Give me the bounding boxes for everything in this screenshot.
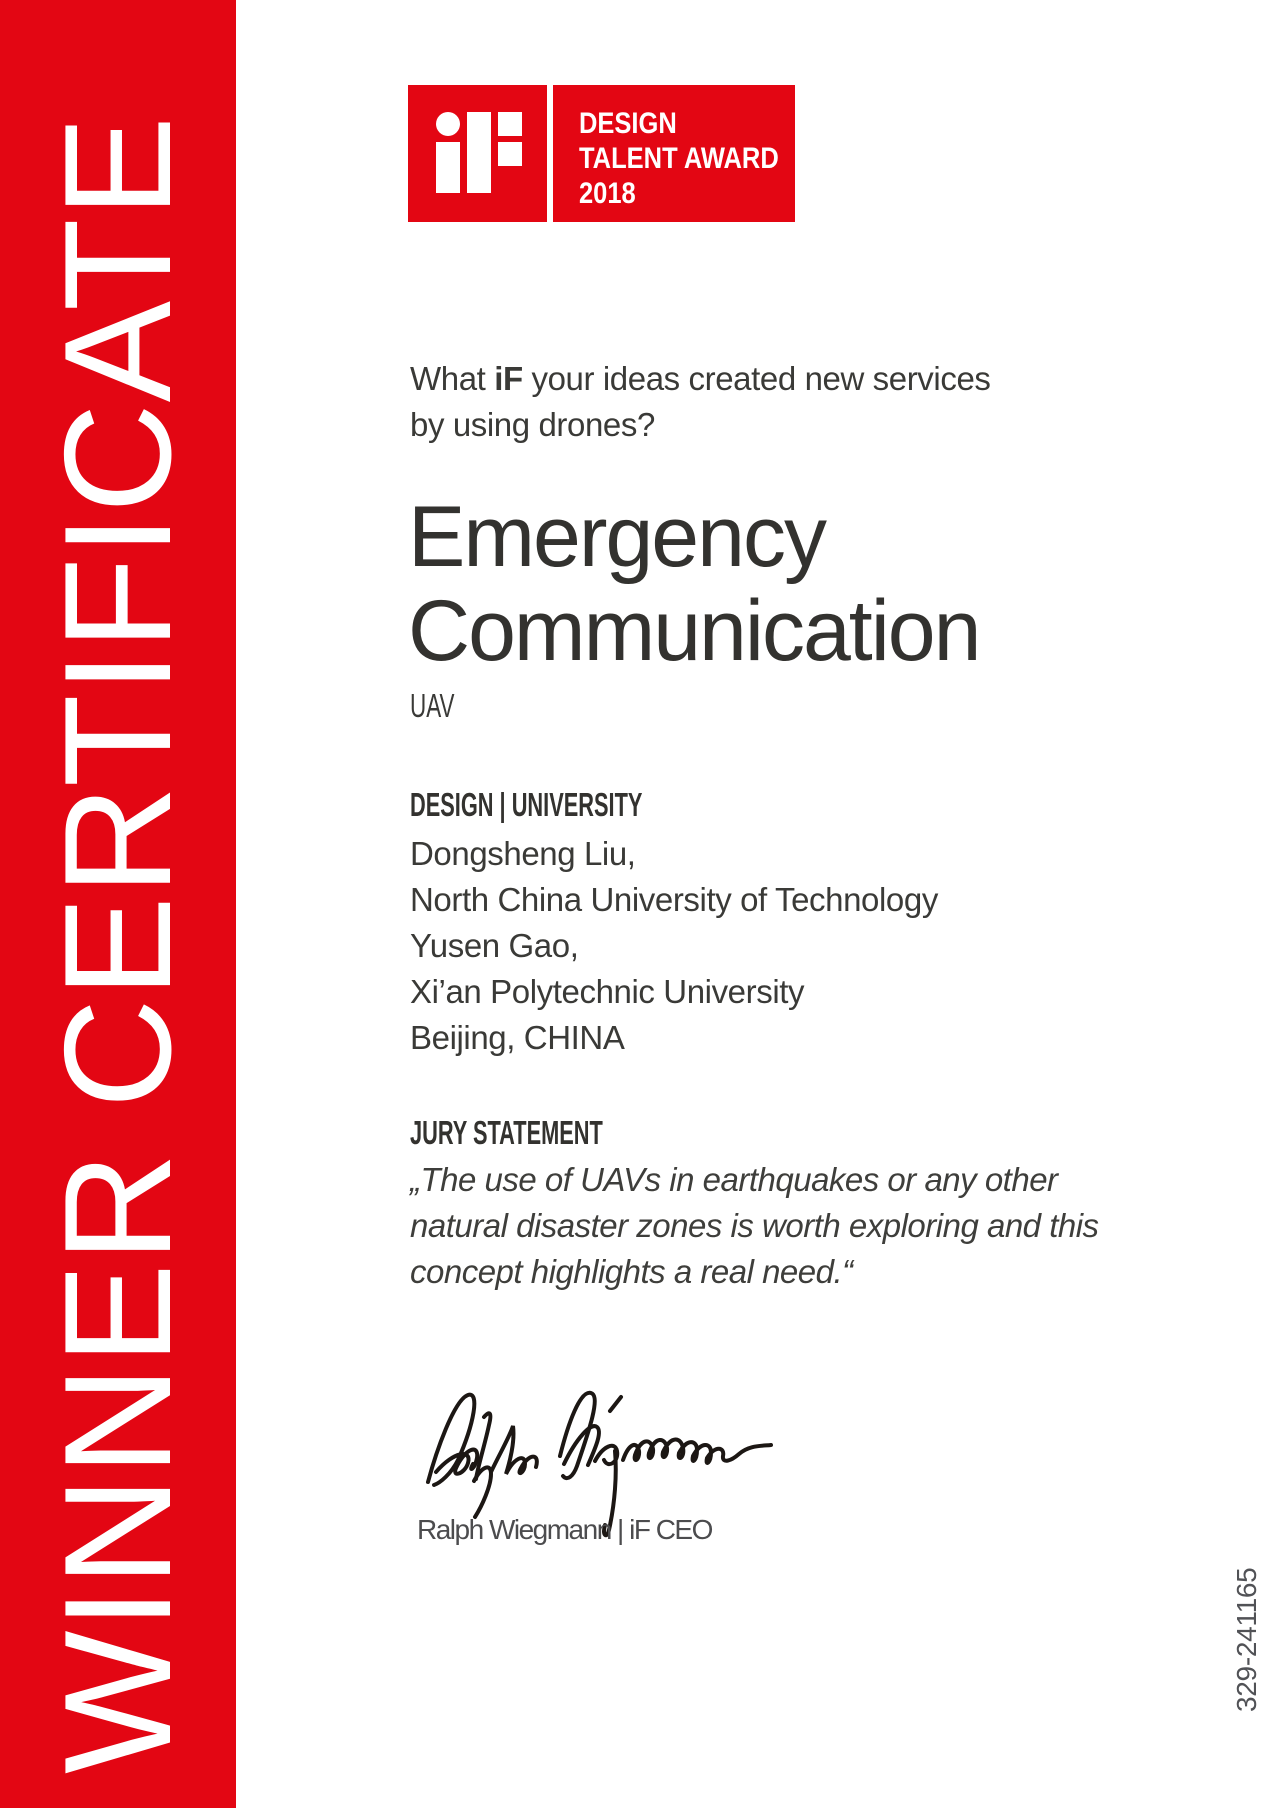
- award-badge: [553, 85, 795, 222]
- award-badge-line2: TALENT AWARD: [579, 142, 779, 175]
- if-logo: [408, 85, 547, 222]
- recipient-line: Xi’an Polytechnic University: [410, 973, 805, 1010]
- certificate-number: 329-241165: [1231, 1567, 1262, 1712]
- category-heading: DESIGN | UNIVERSITY: [410, 786, 643, 823]
- winner-certificate-vertical-label: WINNER CERTIFICATE: [33, 114, 203, 1774]
- jury-statement-heading: JURY STATEMENT: [410, 1114, 603, 1151]
- if-logo-f-arm-top-icon: [498, 112, 522, 136]
- intro-if-emphasis: iF: [494, 360, 523, 397]
- award-badge-line1: DESIGN: [579, 107, 677, 140]
- award-badge-line3: 2018: [579, 177, 636, 210]
- project-title: [408, 490, 979, 678]
- project-title-line2: Communication: [408, 583, 980, 679]
- if-logo-i-stem-icon: [436, 142, 460, 193]
- recipient-line: Beijing, CHINA: [410, 1019, 625, 1056]
- intro-question-line1: [410, 356, 991, 402]
- signatory-name: Ralph Wiegmann | iF CEO: [417, 1514, 712, 1545]
- jury-quote-line2: natural disaster zones is worth exploring and this: [410, 1207, 1099, 1244]
- project-title-line1: Emergency: [408, 489, 825, 585]
- intro-question-line2: by using drones?: [410, 406, 655, 443]
- recipient-line: Yusen Gao,: [410, 927, 579, 964]
- if-logo-f-arm-mid-icon: [498, 142, 522, 166]
- recipient-line: Dongsheng Liu,: [410, 835, 636, 872]
- jury-quote: [410, 1157, 1099, 1295]
- if-logo-i-dot-icon: [436, 112, 460, 136]
- recipient-line: North China University of Technology: [410, 881, 938, 918]
- jury-quote-line1: „The use of UAVs in earthquakes or any other: [410, 1161, 1058, 1198]
- if-logo-f-stem-icon: [467, 112, 491, 193]
- jury-quote-line3: concept highlights a real need.“: [410, 1253, 853, 1290]
- entry-name: UAV: [410, 687, 455, 724]
- recipient-list: [410, 831, 938, 1061]
- intro-post: your ideas created new services: [522, 360, 991, 397]
- intro-question: [410, 356, 991, 448]
- intro-pre: What: [410, 360, 495, 397]
